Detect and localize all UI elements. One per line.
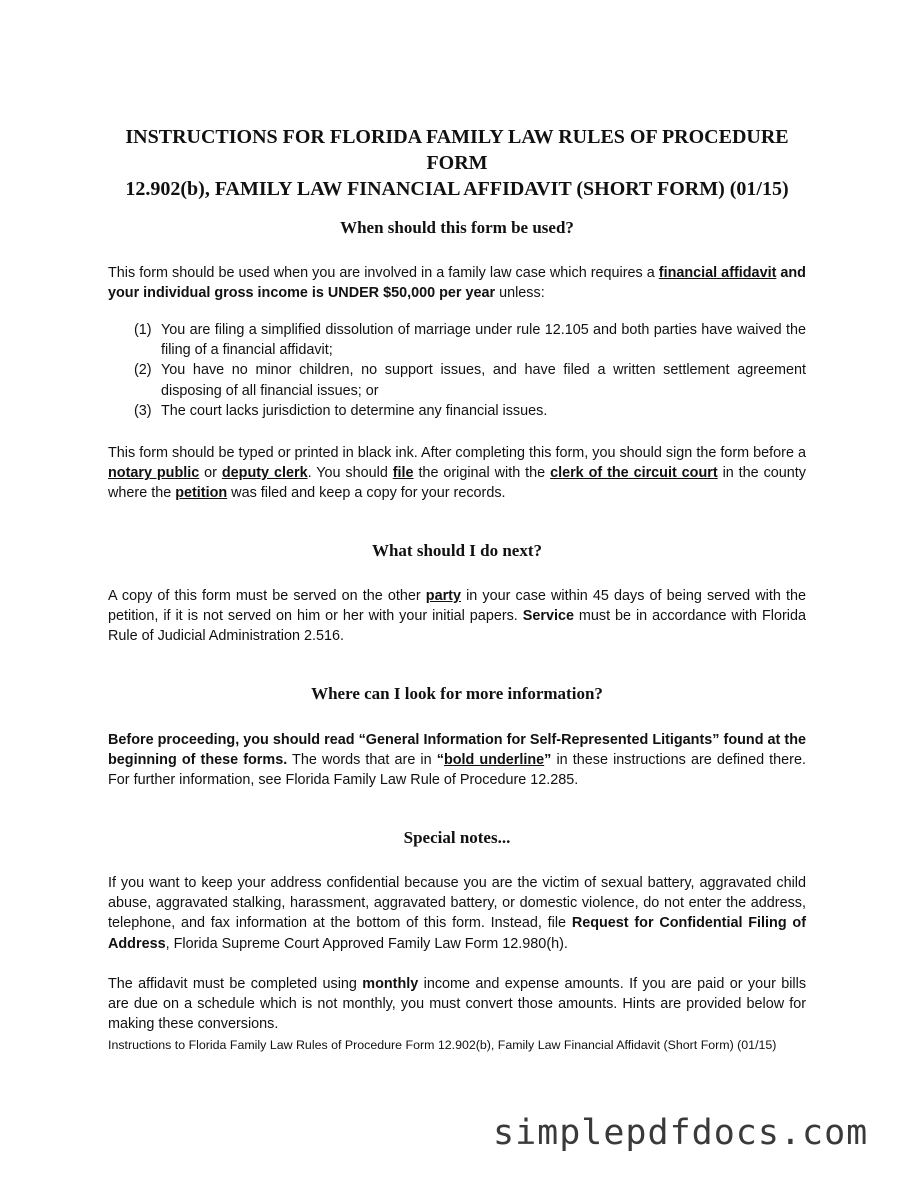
text: , Florida Supreme Court Approved Family Law Form 12.980(h). (165, 935, 568, 952)
term-monthly: monthly (362, 976, 419, 992)
list-number: (1) (134, 322, 152, 338)
title-line-1: INSTRUCTIONS FOR FLORIDA FAMILY LAW RULES OF PROCEDURE FORM (125, 126, 789, 174)
text: The affidavit must be completed using (108, 976, 363, 992)
bold-text: Before proceeding, you should read “General Information for Self-Represented Litigants” found at the beginning of these forms. (108, 732, 806, 769)
text: the original with the (413, 465, 551, 482)
form-title-request: Request for Confidential Filing of Address (108, 915, 806, 952)
text: unless: (495, 285, 545, 302)
exception-list (108, 320, 806, 421)
list-text: The court lacks jurisdiction to determine any financial issues. (161, 402, 548, 419)
term-petition[interactable]: petition (175, 485, 228, 502)
term-financial-affidavit[interactable]: financial affidavit (658, 265, 777, 281)
text: This form should be typed or printed in black ink. After completing this form, you should sign the form before a (108, 445, 806, 461)
watermark-logo: simplepdfdocs.com (493, 1113, 869, 1153)
text: in the county where the (108, 465, 806, 502)
income-threshold: and your individual gross income is UNDER $50,000 per year (108, 265, 806, 302)
text: A copy of this form must be served on the other (108, 588, 426, 604)
intro-paragraph (108, 263, 806, 303)
list-item (108, 360, 806, 400)
heading-when-used: When should this form be used? (340, 218, 574, 237)
monthly-amounts-paragraph (108, 974, 806, 1035)
term-service: Service (522, 608, 574, 625)
close-quote: ” (544, 752, 552, 769)
page-footer: Instructions to Florida Family Law Rules of Procedure Form 12.902(b), Family Law Financial Affidavit (Short Form) (01/15) (108, 1038, 777, 1052)
document-title (108, 124, 806, 202)
term-notary-public[interactable]: notary public (108, 465, 200, 482)
text: must be in accordance with Florida Rule of Judicial Administration 2.516. (108, 608, 806, 645)
term-clerk-of-circuit-court[interactable]: clerk of the circuit court (550, 465, 718, 482)
heading-what-next: What should I do next? (371, 541, 543, 560)
term-party[interactable]: party (425, 588, 461, 604)
bold-underline-term: bold underline (443, 752, 545, 769)
filing-paragraph (108, 443, 806, 504)
list-item (108, 320, 806, 360)
service-paragraph (108, 586, 806, 647)
text: The words that are in (287, 752, 437, 769)
term-deputy-clerk[interactable]: deputy clerk (221, 465, 308, 482)
list-item (108, 401, 806, 421)
text: This form should be used when you are involved in a family law case which requires a (108, 265, 659, 281)
text: was filed and keep a copy for your records. (227, 485, 506, 502)
term-file[interactable]: file (392, 465, 414, 482)
title-line-2: 12.902(b), FAMILY LAW FINANCIAL AFFIDAVIT (SHORT FORM) (01/15) (125, 178, 789, 200)
text: or (199, 465, 222, 482)
list-text: You are filing a simplified dissolution of marriage under rule 12.105 and both parties have waived the filing of a financial affidavit; (161, 322, 806, 359)
open-quote: “ (436, 752, 444, 769)
list-number: (3) (134, 402, 152, 419)
text: If you want to keep your address confidential because you are the victim of sexual battery, aggravated child abuse, aggravated stalking, harassment, aggravated battery, or domestic violence, do not enter the address, telephone, and fax information at the bottom of this form. Instead, file (108, 875, 806, 932)
heading-special-notes: Special notes... (403, 828, 511, 847)
confidential-address-paragraph (108, 873, 806, 954)
list-number: (2) (134, 362, 152, 379)
more-info-paragraph (108, 730, 806, 791)
text: in these instructions are defined there. For further information, see Florida Family Law Rule of Procedure 12.285. (108, 752, 806, 789)
text: in your case within 45 days of being served with the petition, if it is not served on him or her with your initial papers. (108, 588, 806, 625)
heading-more-info: Where can I look for more information? (311, 684, 603, 703)
list-text: You have no minor children, no support issues, and have filed a written settlement agreement disposing of all financial issues; or (161, 362, 806, 399)
text: . You should (307, 465, 393, 482)
text: income and expense amounts. If you are paid or your bills are due on a schedule which is not monthly, you must convert those amounts. Hints are provided below for making these conversions. (108, 976, 807, 1033)
